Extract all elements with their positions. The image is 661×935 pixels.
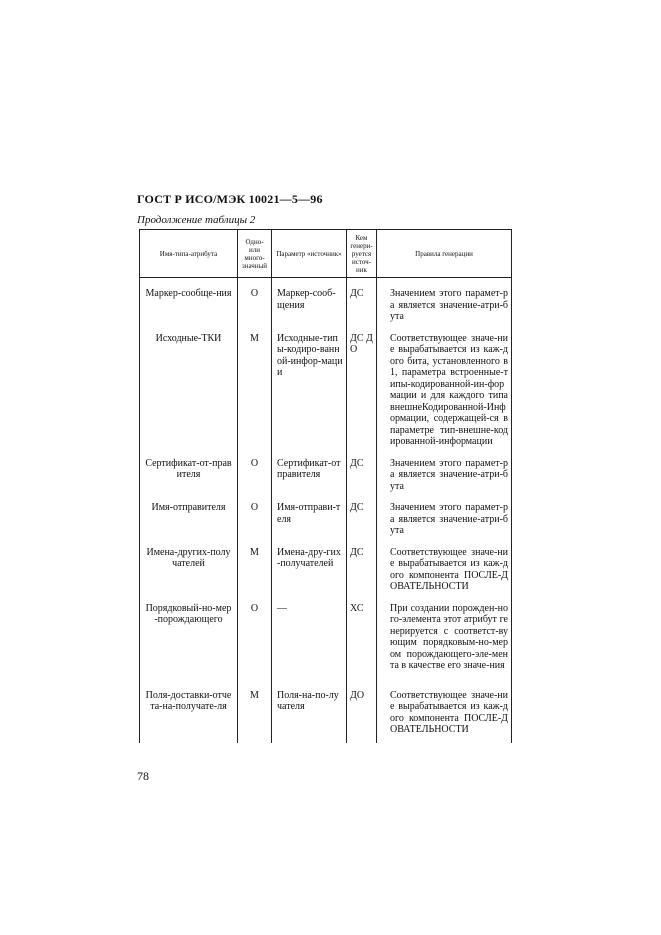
table-row (140, 593, 512, 680)
attribute-type-cell-text: Имена-других-получателей (146, 546, 231, 569)
generator-cell-text: ДС ДО (350, 332, 373, 355)
generation-rule-cell (377, 537, 512, 593)
source-parameter-cell (272, 680, 347, 743)
generator-cell-text: ДС (350, 457, 364, 469)
table-body (140, 278, 512, 743)
page-number: 78 (137, 769, 149, 783)
generation-rule-cell-text: Значением этого парамет-ра является значение-атри-бута (390, 457, 508, 492)
column-header-generation-rules: Правила генерации (377, 230, 512, 278)
generator-cell (347, 448, 377, 493)
generator-cell-text: ДО (350, 689, 365, 701)
generation-rule-cell (377, 278, 512, 323)
source-parameter-cell (272, 492, 347, 537)
source-parameter-cell (272, 537, 347, 593)
column-header-cardinality: Одно-или много-значный (238, 230, 272, 278)
column-header-generator: Кем генери-руется источ-ник (347, 230, 377, 278)
cardinality-cell (238, 448, 272, 493)
generation-rule-cell (377, 492, 512, 537)
cardinality-cell-text: М (250, 546, 259, 558)
attribute-type-cell (140, 323, 238, 448)
cardinality-cell (238, 537, 272, 593)
generator-cell-text: ДС (350, 288, 364, 299)
source-parameter-cell-text: Поля-на-по-лучателя (277, 689, 339, 712)
source-parameter-cell-text: — (277, 602, 287, 614)
attribute-type-cell-text: Сертификат-от-правителя (145, 457, 232, 480)
generation-rule-cell (377, 448, 512, 493)
attribute-type-cell (140, 593, 238, 680)
table-row (140, 680, 512, 743)
attribute-type-cell-text: Порядковый-но-мер-порождающего (145, 602, 232, 625)
source-parameter-cell-text: Исходные-типы-кодиро-ванной-инфор-мации (277, 332, 343, 378)
cardinality-cell (238, 492, 272, 537)
attribute-type-cell-text: Исходные-ТКИ (155, 332, 222, 344)
generator-cell (347, 537, 377, 593)
cardinality-cell (238, 323, 272, 448)
generation-rule-cell-text: Соответствующее значе-ние вырабатывается из каж-дого компонента ПОСЛЕ-ДОВАТЕЛЬНОСТИ (390, 546, 508, 592)
generator-cell-text: ДС (350, 546, 364, 558)
attribute-type-cell (140, 278, 238, 323)
generator-cell-text: ХС (350, 602, 364, 614)
cardinality-cell-text: О (250, 288, 259, 299)
cardinality-cell-text: О (250, 457, 259, 469)
table-row (140, 278, 512, 323)
generator-cell (347, 680, 377, 743)
document-title: ГОСТ Р ИСО/МЭК 10021—5—96 (137, 192, 323, 206)
generator-cell (347, 593, 377, 680)
attribute-type-cell (140, 680, 238, 743)
generation-rule-cell (377, 593, 512, 680)
attribute-type-cell (140, 537, 238, 593)
attribute-table (139, 229, 512, 743)
attribute-type-cell-text: Имя-отправителя (151, 502, 226, 513)
cardinality-cell (238, 593, 272, 680)
generator-cell (347, 492, 377, 537)
source-parameter-cell (272, 448, 347, 493)
table-row (140, 537, 512, 593)
table-continuation-label: Продолжение таблицы 2 (137, 214, 256, 226)
column-header-attribute-type: Имя-типа-атрибута (140, 230, 238, 278)
table-header-row (140, 230, 512, 278)
attribute-type-cell (140, 448, 238, 493)
source-parameter-cell-text: Сертификат-отправителя (277, 457, 341, 480)
source-parameter-cell (272, 593, 347, 680)
cardinality-cell (238, 680, 272, 743)
table-row (140, 492, 512, 537)
cardinality-cell-text: М (250, 689, 259, 701)
cardinality-cell-text: О (250, 602, 259, 614)
attribute-type-cell-text: Маркер-сообще-ния (145, 288, 232, 299)
generation-rule-cell-text: Соответствующее значе-ние вырабатывается из каж-дого компонента ПОСЛЕ-ДОВАТЕЛЬНОСТИ (390, 689, 508, 735)
generation-rule-cell (377, 323, 512, 448)
generator-cell-text: ДС (350, 502, 364, 513)
source-parameter-cell-text: Имя-отправи-теля (277, 502, 341, 525)
column-header-source-parameter: Параметр «источник» (272, 230, 347, 278)
attribute-type-cell (140, 492, 238, 537)
table-row (140, 448, 512, 493)
attribute-type-cell-text: Поля-доставки-отчета-на-получате-ля (145, 689, 232, 712)
table-row (140, 323, 512, 448)
cardinality-cell-text: М (250, 332, 259, 344)
source-parameter-cell-text: Имена-дру-гих-получателей (277, 546, 341, 569)
generation-rule-cell-text: Значением этого парамет-ра является значение-атри-бута (390, 288, 508, 322)
generator-cell (347, 278, 377, 323)
cardinality-cell-text: О (250, 502, 259, 513)
cardinality-cell (238, 278, 272, 323)
source-parameter-cell (272, 323, 347, 448)
generation-rule-cell-text: Значением этого парамет-ра является значение-атри-бута (390, 502, 508, 536)
source-parameter-cell-text: Маркер-сооб-щения (277, 288, 336, 311)
generation-rule-cell (377, 680, 512, 743)
generation-rule-cell-text: Соответствующее значе-ние вырабатывается из каж-дого бита, установленного в 1, параметра встроенные-типы-кодированной-ин-формации и для каждого типа внешнеКодированной-Информации, содержащей-ся в параметре тип-внешне-кодированной-информации (390, 332, 508, 447)
source-parameter-cell (272, 278, 347, 323)
generator-cell (347, 323, 377, 448)
generation-rule-cell-text: При создании порожден-ного-элемента этот атрибут генерируется с соответст-вующим порядковым-но-мером порождающего-эле-мента в качестве его значе-ния (390, 602, 508, 671)
